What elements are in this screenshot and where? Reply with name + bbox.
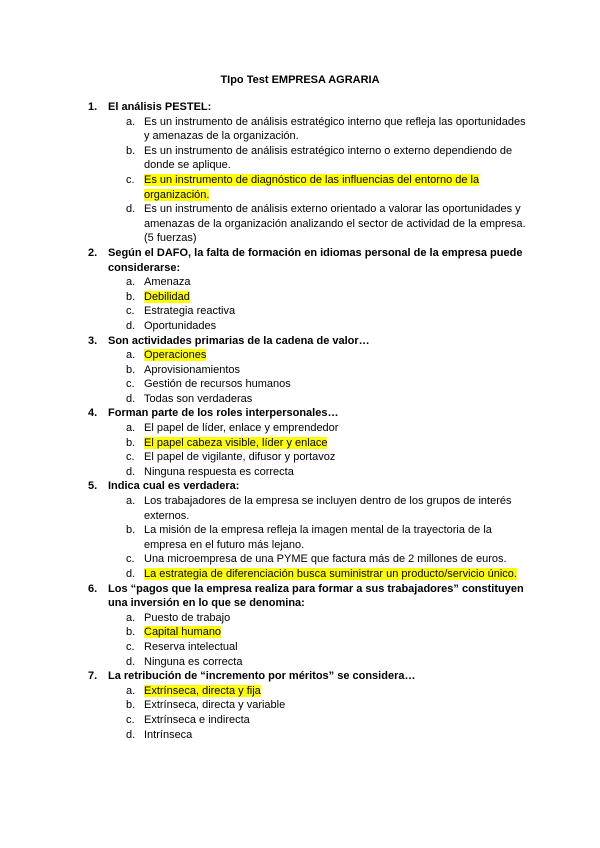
question-list	[88, 100, 528, 742]
option-letter: c.	[126, 305, 135, 318]
option-letter: d.	[126, 728, 136, 741]
option	[88, 465, 528, 480]
option	[88, 655, 528, 670]
option-letter: b.	[126, 436, 136, 449]
option-letter: c.	[126, 173, 135, 186]
option-text	[144, 319, 528, 334]
option-text	[144, 202, 528, 246]
question-number: 3.	[88, 334, 98, 347]
option	[88, 363, 528, 378]
option-list	[88, 611, 528, 669]
option-list	[88, 684, 528, 742]
option-text	[144, 173, 528, 202]
option-letter: a.	[126, 115, 136, 128]
option-text	[144, 377, 528, 392]
option-letter: d.	[126, 203, 136, 216]
question-text: Forman parte de los roles interpersonales…	[108, 407, 339, 420]
question-text: Según el DAFO, la falta de formación en idiomas personal de la empresa puede considerarse:	[108, 246, 523, 274]
option-correct-highlighted	[88, 173, 528, 202]
question-number: 5.	[88, 480, 98, 493]
option-label: Gestión de recursos humanos	[144, 378, 291, 391]
question-heading	[88, 100, 528, 115]
option-letter: a.	[126, 495, 136, 508]
option	[88, 115, 528, 144]
option	[88, 275, 528, 290]
option-letter: b.	[126, 524, 136, 537]
option-label: La misión de la empresa refleja la imagen mental de la trayectoria de la empresa en el futuro más lejano.	[144, 524, 492, 551]
option-text	[144, 115, 528, 144]
option-text	[144, 611, 528, 626]
question-text: La retribución de “incremento por méritos” se considera…	[108, 670, 416, 683]
question-number: 6.	[88, 582, 98, 595]
question-2	[88, 246, 528, 334]
option-letter: c.	[126, 713, 135, 726]
option	[88, 552, 528, 567]
option	[88, 202, 528, 246]
option-list	[88, 421, 528, 479]
option-correct-highlighted	[88, 625, 528, 640]
question-number: 2.	[88, 246, 98, 259]
option-letter: d.	[126, 655, 136, 668]
question-heading	[88, 582, 528, 611]
option-text	[144, 567, 528, 582]
question-number: 4.	[88, 407, 98, 420]
question-4	[88, 406, 528, 479]
option-list	[88, 348, 528, 406]
highlighted-answer: El papel cabeza visible, líder y enlace	[144, 436, 328, 449]
highlighted-answer: La estrategia de diferenciación busca suministrar un producto/servicio único.	[144, 568, 517, 580]
option-text	[144, 290, 528, 305]
option-letter: b.	[126, 626, 136, 639]
option	[88, 450, 528, 465]
option-text	[144, 348, 528, 363]
option-label: Amenaza	[144, 276, 191, 289]
highlighted-answer: Es un instrumento de diagnóstico de las influencias del entorno de la organización.	[144, 173, 480, 201]
option-text	[144, 698, 528, 713]
option-list	[88, 275, 528, 333]
option-text	[144, 363, 528, 378]
option-letter: d.	[126, 465, 136, 478]
option-correct-highlighted	[88, 684, 528, 699]
question-number: 1.	[88, 101, 98, 113]
option-label: Ninguna es correcta	[144, 655, 243, 668]
option-label: Una microempresa de una PYME que factura más de 2 millones de euros.	[144, 553, 507, 566]
option-letter: a.	[126, 684, 136, 697]
option	[88, 523, 528, 552]
option	[88, 494, 528, 523]
question-5	[88, 479, 528, 581]
option-list	[88, 494, 528, 582]
option-letter: a.	[126, 422, 136, 435]
option-letter: d.	[126, 319, 136, 332]
option-label: Extrínseca, directa y variable	[144, 699, 286, 712]
option-text	[144, 465, 528, 480]
option	[88, 319, 528, 334]
option-text	[144, 655, 528, 670]
question-text: Indica cual es verdadera:	[108, 480, 240, 493]
option-letter: a.	[126, 611, 136, 624]
option	[88, 713, 528, 728]
option	[88, 304, 528, 319]
option-text	[144, 523, 528, 552]
option-text	[144, 625, 528, 640]
option-correct-highlighted	[88, 348, 528, 363]
option-letter: d.	[126, 392, 136, 405]
option-letter: c.	[126, 640, 135, 653]
option	[88, 392, 528, 407]
question-text: Son actividades primarias de la cadena de valor…	[108, 334, 370, 347]
option-text	[144, 450, 528, 465]
option-letter: b.	[126, 363, 136, 376]
option-text	[144, 552, 528, 567]
option-label: Extrínseca e indirecta	[144, 713, 250, 726]
option-text	[144, 728, 528, 743]
option-text	[144, 144, 528, 173]
option-letter: c.	[126, 378, 135, 391]
option-letter: b.	[126, 699, 136, 712]
option	[88, 421, 528, 436]
option-label: Es un instrumento de análisis estratégico interno que refleja las oportunidades y amenazas de la organización.	[144, 115, 526, 143]
option-label: El papel de vigilante, difusor y portavoz	[144, 451, 336, 464]
option-text	[144, 275, 528, 290]
option-letter: b.	[126, 144, 136, 157]
option-text	[144, 304, 528, 319]
option-label: Aprovisionamientos	[144, 363, 240, 376]
option	[88, 698, 528, 713]
highlighted-answer: Operaciones	[144, 349, 207, 362]
option-label: Es un instrumento de análisis estratégico interno o externo dependiendo de donde se aplique.	[144, 144, 513, 172]
option-label: El papel de líder, enlace y emprendedor	[144, 422, 339, 435]
option-text	[144, 421, 528, 436]
option-letter: a.	[126, 276, 136, 289]
highlighted-answer: Capital humano	[144, 626, 222, 639]
option-label: Reserva intelectual	[144, 640, 238, 653]
option-text	[144, 640, 528, 655]
question-1	[88, 100, 528, 246]
option-letter: b.	[126, 290, 136, 303]
option	[88, 640, 528, 655]
option-text	[144, 494, 528, 523]
highlighted-answer: Debilidad	[144, 290, 190, 303]
option-text	[144, 436, 528, 451]
option-label: Intrínseca	[144, 728, 193, 741]
option-label: Ninguna respuesta es correcta	[144, 465, 294, 478]
option-correct-highlighted	[88, 567, 528, 582]
question-heading	[88, 669, 528, 684]
option-text	[144, 392, 528, 407]
option	[88, 728, 528, 743]
option-letter: c.	[126, 553, 135, 566]
option-letter: a.	[126, 349, 136, 362]
option-label: Oportunidades	[144, 319, 217, 332]
question-3	[88, 334, 528, 407]
option-label: Los trabajadores de la empresa se incluyen dentro de los grupos de interés externos.	[144, 495, 512, 522]
option-correct-highlighted	[88, 290, 528, 305]
option	[88, 377, 528, 392]
option-label: Puesto de trabajo	[144, 611, 231, 624]
option-letter: d.	[126, 568, 136, 580]
option	[88, 144, 528, 173]
option-letter: c.	[126, 451, 135, 464]
question-6	[88, 582, 528, 670]
question-7	[88, 669, 528, 742]
option-label: Todas son verdaderas	[144, 392, 253, 405]
question-text: Los “pagos que la empresa realiza para formar a sus trabajadores” constituyen una inversión en lo que se denomina:	[108, 582, 524, 610]
highlighted-answer: Extrínseca, directa y fija	[144, 684, 261, 697]
option-text	[144, 684, 528, 699]
question-heading	[88, 479, 528, 494]
option-label: Es un instrumento de análisis externo orientado a valorar las oportunidades y amenazas de la organización analizando el sector de actividad de la empresa. (5 fuerzas)	[144, 203, 526, 245]
option-list	[88, 115, 528, 246]
option-correct-highlighted	[88, 436, 528, 451]
option-text	[144, 713, 528, 728]
option-label: Estrategia reactiva	[144, 305, 236, 318]
question-number: 7.	[88, 670, 98, 683]
question-heading	[88, 334, 528, 349]
question-heading	[88, 246, 528, 275]
option	[88, 611, 528, 626]
question-text: El análisis PESTEL:	[108, 101, 212, 113]
document-title: TIpo Test EMPRESA AGRARIA	[220, 74, 380, 86]
question-heading	[88, 406, 528, 421]
